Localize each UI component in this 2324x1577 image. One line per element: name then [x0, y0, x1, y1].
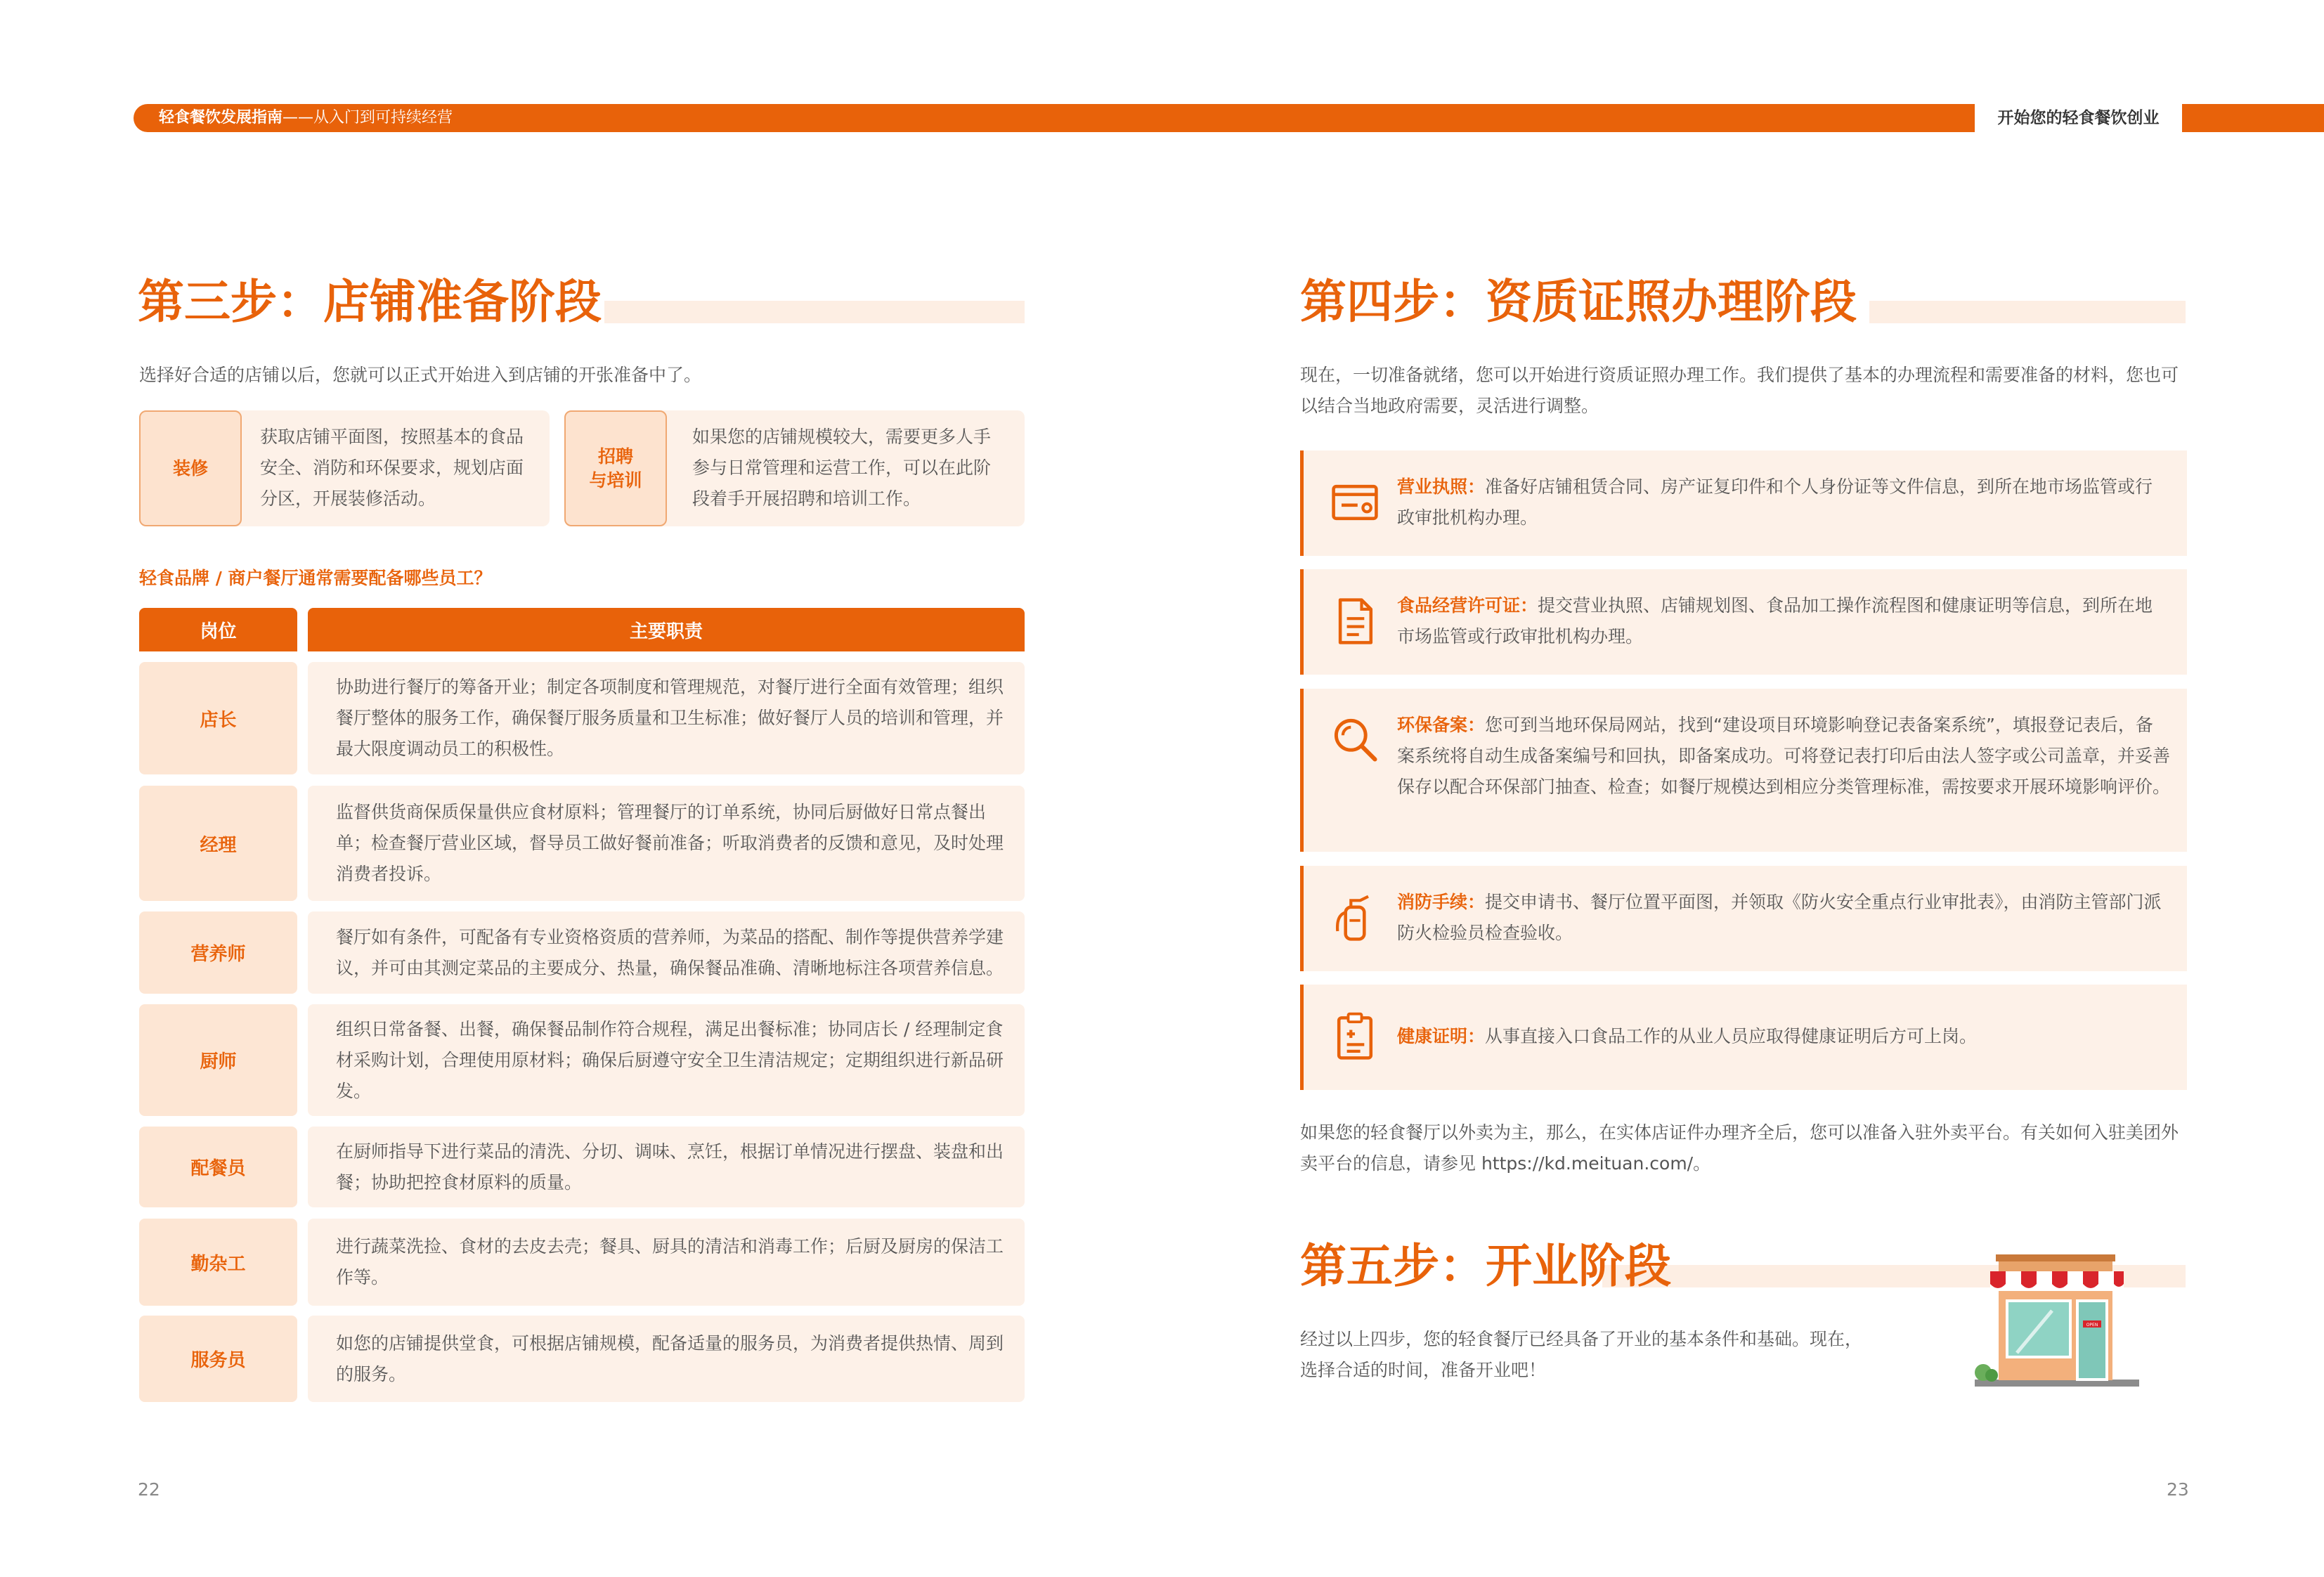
business-license-card: [1300, 450, 2187, 556]
staff-question: 轻食品牌 / 商户餐厅通常需要配备哪些员工？: [139, 568, 492, 588]
step4-intro: 现在，一切准备就绪，您可以开始进行资质证照办理工作。我们提供了基本的办理流程和需要准备的材料，您也可以结合当地政府需要，灵活进行调整。: [1300, 365, 2179, 416]
table-header-role: 岗位: [139, 608, 297, 651]
document-icon: [1328, 595, 1382, 648]
svg-text:OPEN: OPEN: [2086, 1323, 2098, 1328]
fire-safety-card: [1300, 866, 2187, 971]
step3-intro: 选择好合适的店铺以后，您就可以正式开始进入到店铺的开张准备中了。: [139, 365, 702, 385]
duty-cell: 餐厅如有条件，可配备有专业资格资质的营养师，为菜品的搭配、制作等提供营养学建议，并可由其测定菜品的主要成分、热量，确保餐品准确、清晰地标注各项营养信息。: [308, 911, 1025, 994]
page-number-left: 22: [138, 1479, 160, 1500]
header-bar-right: [2182, 104, 2324, 132]
step4-outro: 如果您的轻食餐厅以外卖为主，那么，在实体店证件办理齐全后，您可以准备入驻外卖平台。有关如何入驻美团外卖平台的信息，请参见 https://kd.meituan.com/。: [1300, 1122, 2179, 1174]
storefront-icon: [1968, 1247, 2145, 1388]
food-license-text: 食品经营许可证：提交营业执照、店铺规划图、食品加工操作流程图和健康证明等信息，到所在地市场监管或行政审批机构办理。: [1397, 595, 2153, 647]
role-cell: 经理: [139, 786, 297, 901]
environmental-filing-card: [1300, 689, 2187, 852]
health-certificate-card: [1300, 985, 2187, 1090]
search-icon: [1328, 713, 1382, 766]
step3-title-band: [604, 301, 1025, 323]
fire-extinguisher-icon: [1328, 891, 1382, 945]
health-certificate-text: 健康证明：从事直接入口食品工作的从业人员应取得健康证明后方可上岗。: [1397, 1026, 1978, 1046]
recruit-tag: 招聘 与培训: [564, 410, 667, 526]
header-section-title: 开始您的轻食餐饮创业: [1997, 109, 2160, 127]
header-guide-title: 轻食餐饮发展指南——从入门到可持续经营: [159, 109, 453, 126]
step5-title: 第五步：开业阶段: [1300, 1239, 1671, 1293]
recruit-text: 如果您的店铺规模较大，需要更多人手参与日常管理和运营工作，可以在此阶段着手开展招聘和培训工作。: [692, 427, 992, 509]
health-certificate-icon: [1328, 1010, 1382, 1063]
fire-safety-text: 消防手续：提交申请书、餐厅位置平面图，并领取《防火安全重点行业审批表》，由消防主管部门派防火检验员检查验收。: [1397, 892, 2162, 943]
role-cell: 店长: [139, 662, 297, 774]
duty-cell: 进行蔬菜洗捡、食材的去皮去壳；餐具、厨具的清洁和消毒工作；后厨及厨房的保洁工作等。: [308, 1219, 1025, 1306]
renovation-tag: 装修: [139, 410, 242, 526]
duty-cell: 在厨师指导下进行菜品的清洗、分切、调味、烹饪，根据订单情况进行摆盘、装盘和出餐；协助把控食材原料的质量。: [308, 1127, 1025, 1207]
duty-cell: 协助进行餐厅的筹备开业；制定各项制度和管理规范，对餐厅进行全面有效管理；组织餐厅整体的服务工作，确保餐厅服务质量和卫生标准；做好餐厅人员的培训和管理，并最大限度调动员工的积极性。: [308, 662, 1025, 774]
step3-title: 第三步：店铺准备阶段: [138, 275, 602, 329]
table-header-duties: 主要职责: [308, 608, 1025, 651]
role-cell: 服务员: [139, 1316, 297, 1402]
license-icon: [1328, 476, 1382, 529]
page-number-right: 23: [2167, 1479, 2189, 1500]
environmental-filing-text: 环保备案：您可到当地环保局网站，找到“建设项目环境影响登记表备案系统”，填报登记表后，备案系统将自动生成备案编号和回执，即备案成功。可将登记表打印后由法人签字或公司盖章，并妥善保存以配合环保部门抽查、检查；如餐厅规模达到相应分类管理标准，需按要求开展环境影响评价。: [1397, 715, 2171, 797]
business-license-text: 营业执照：准备好店铺租赁合同、房产证复印件和个人身份证等文件信息，到所在地市场监管或行政审批机构办理。: [1397, 476, 2153, 528]
food-license-card: [1300, 569, 2187, 675]
role-cell: 勤杂工: [139, 1219, 297, 1306]
role-cell: 营养师: [139, 911, 297, 994]
step4-title-band: [1869, 301, 2186, 323]
duty-cell: 如您的店铺提供堂食，可根据店铺规模，配备适量的服务员，为消费者提供热情、周到的服务。: [308, 1316, 1025, 1402]
step5-intro: 经过以上四步，您的轻食餐厅已经具备了开业的基本条件和基础。现在，选择合适的时间，准备开业吧！: [1300, 1329, 1863, 1380]
duty-cell: 监督供货商保质保量供应食材原料；管理餐厅的订单系统，协同后厨做好日常点餐出单；检查餐厅营业区域，督导员工做好餐前准备；听取消费者的反馈和意见，及时处理消费者投诉。: [308, 786, 1025, 901]
step4-title: 第四步：资质证照办理阶段: [1300, 275, 1857, 329]
role-cell: 配餐员: [139, 1127, 297, 1207]
renovation-text: 获取店铺平面图，按照基本的食品安全、消防和环保要求，规划店面分区，开展装修活动。: [260, 427, 524, 509]
duty-cell: 组织日常备餐、出餐，确保餐品制作符合规程，满足出餐标准；协同店长 / 经理制定食材采购计划，合理使用原材料；确保后厨遵守安全卫生清洁规定；定期组织进行新品研发。: [308, 1004, 1025, 1116]
role-cell: 厨师: [139, 1004, 297, 1116]
